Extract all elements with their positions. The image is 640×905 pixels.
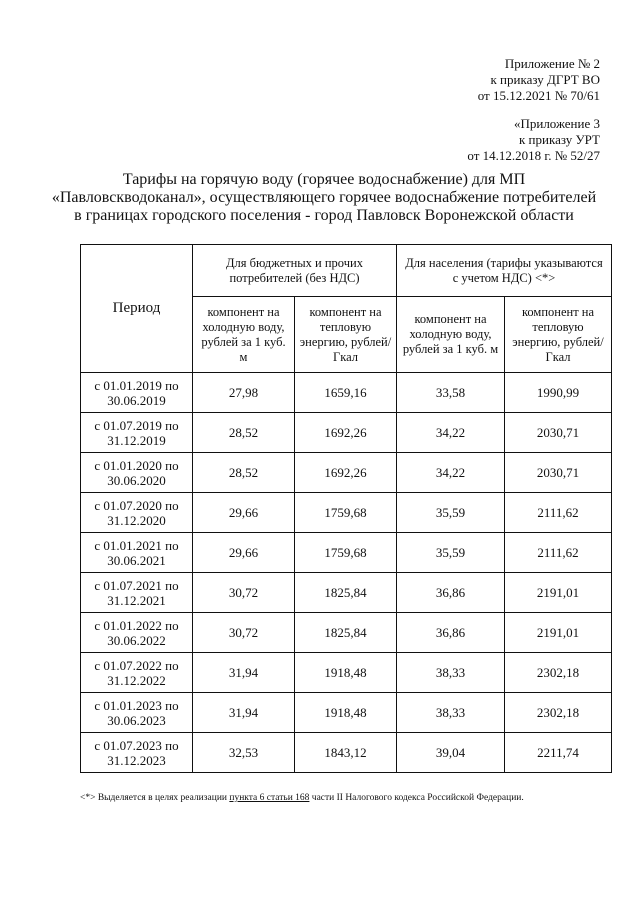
population-cold-value: 38,33 (397, 653, 505, 693)
budget-heat-value: 1759,68 (295, 533, 397, 573)
appendix-line: от 15.12.2021 № 70/61 (477, 88, 600, 103)
budget-heat-value: 1659,16 (295, 373, 397, 413)
population-heat-value: 2191,01 (505, 613, 612, 653)
population-heat-value: 2111,62 (505, 493, 612, 533)
budget-cold-value: 28,52 (193, 413, 295, 453)
population-cold-value: 34,22 (397, 453, 505, 493)
appendix-line: от 14.12.2018 г. № 52/27 (467, 148, 600, 163)
table-row (81, 373, 612, 413)
budget-consumers-header: Для бюджетных и прочих потребителей (без НДС) (193, 245, 397, 297)
population-cold-value: 33,58 (397, 373, 505, 413)
population-cold-value: 35,59 (397, 533, 505, 573)
budget-heat-value: 1759,68 (295, 493, 397, 533)
population-heat-value: 2111,62 (505, 533, 612, 573)
population-cold-value: 35,59 (397, 493, 505, 533)
population-cold-value: 34,22 (397, 413, 505, 453)
budget-cold-water-header: компонент на холодную воду, рублей за 1 куб. м (193, 297, 295, 373)
population-heat-value: 2302,18 (505, 693, 612, 733)
population-cold-value: 36,86 (397, 573, 505, 613)
population-heat-value: 2030,71 (505, 453, 612, 493)
population-heat-value: 2191,01 (505, 573, 612, 613)
period-cell: с 01.07.2022 по 31.12.2022 (81, 653, 193, 693)
period-cell: с 01.07.2021 по 31.12.2021 (81, 573, 193, 613)
table-row (81, 413, 612, 453)
budget-cold-value: 31,94 (193, 653, 295, 693)
budget-heat-value: 1825,84 (295, 573, 397, 613)
budget-heat-value: 1692,26 (295, 413, 397, 453)
title-line: Тарифы на горячую воду (горячее водоснабжение) для МП (122, 171, 526, 188)
budget-heat-value: 1843,12 (295, 733, 397, 773)
table-row (81, 693, 612, 733)
population-heat-value: 2030,71 (505, 413, 612, 453)
budget-cold-value: 29,66 (193, 493, 295, 533)
budget-heat-value: 1918,48 (295, 653, 397, 693)
footnote-suffix: части II Налогового кодекса Российской Федерации. (309, 793, 524, 803)
appendix-line: к приказу ДГРТ ВО (490, 72, 600, 87)
period-cell: с 01.01.2019 по 30.06.2019 (81, 373, 193, 413)
budget-cold-value: 28,52 (193, 453, 295, 493)
budget-cold-value: 30,72 (193, 573, 295, 613)
budget-heat-value: 1825,84 (295, 613, 397, 653)
period-cell: с 01.01.2021 по 30.06.2021 (81, 533, 193, 573)
appendix-reference-2 (467, 116, 600, 164)
budget-cold-value: 31,94 (193, 693, 295, 733)
budget-heat-header: компонент на тепловую энергию, рублей/Гкал (295, 297, 397, 373)
table-row (81, 613, 612, 653)
table-row (81, 533, 612, 573)
period-cell: с 01.01.2023 по 30.06.2023 (81, 693, 193, 733)
population-cold-water-header: компонент на холодную воду, рублей за 1 куб. м (397, 297, 505, 373)
table-row (81, 493, 612, 533)
budget-cold-value: 30,72 (193, 613, 295, 653)
budget-heat-value: 1692,26 (295, 453, 397, 493)
population-cold-value: 36,86 (397, 613, 505, 653)
table-row (81, 453, 612, 493)
appendix-reference-1 (478, 56, 600, 104)
appendix-line: «Приложение 3 (513, 116, 600, 131)
population-header: Для населения (тарифы указываются с учетом НДС) <*> (397, 245, 612, 297)
tariff-table (80, 244, 612, 773)
title-line: в границах городского поселения - город Павловск Воронежской области (74, 207, 574, 224)
title-line: «Павловскводоканал», осуществляющего горячее водоснабжение потребителей (51, 189, 597, 206)
document-title (40, 171, 608, 225)
period-cell: с 01.01.2020 по 30.06.2020 (81, 453, 193, 493)
population-cold-value: 38,33 (397, 693, 505, 733)
population-heat-value: 2211,74 (505, 733, 612, 773)
appendix-line: к приказу УРТ (518, 132, 600, 147)
budget-cold-value: 27,98 (193, 373, 295, 413)
population-heat-value: 1990,99 (505, 373, 612, 413)
period-cell: с 01.07.2023 по 31.12.2023 (81, 733, 193, 773)
appendix-line: Приложение № 2 (504, 56, 600, 71)
budget-cold-value: 32,53 (193, 733, 295, 773)
tax-code-link[interactable]: пункта 6 статьи 168 (229, 793, 310, 803)
footnote-prefix: <*> Выделяется в целях реализации (80, 793, 230, 803)
budget-heat-value: 1918,48 (295, 693, 397, 733)
footnote (80, 793, 524, 803)
period-cell: с 01.07.2020 по 31.12.2020 (81, 493, 193, 533)
population-heat-header: компонент на тепловую энергию, рублей/Гкал (505, 297, 612, 373)
population-cold-value: 39,04 (397, 733, 505, 773)
period-cell: с 01.07.2019 по 31.12.2019 (81, 413, 193, 453)
table-row (81, 653, 612, 693)
table-row (81, 573, 612, 613)
population-heat-value: 2302,18 (505, 653, 612, 693)
budget-cold-value: 29,66 (193, 533, 295, 573)
period-header: Период (81, 245, 193, 373)
period-cell: с 01.01.2022 по 30.06.2022 (81, 613, 193, 653)
table-row (81, 733, 612, 773)
